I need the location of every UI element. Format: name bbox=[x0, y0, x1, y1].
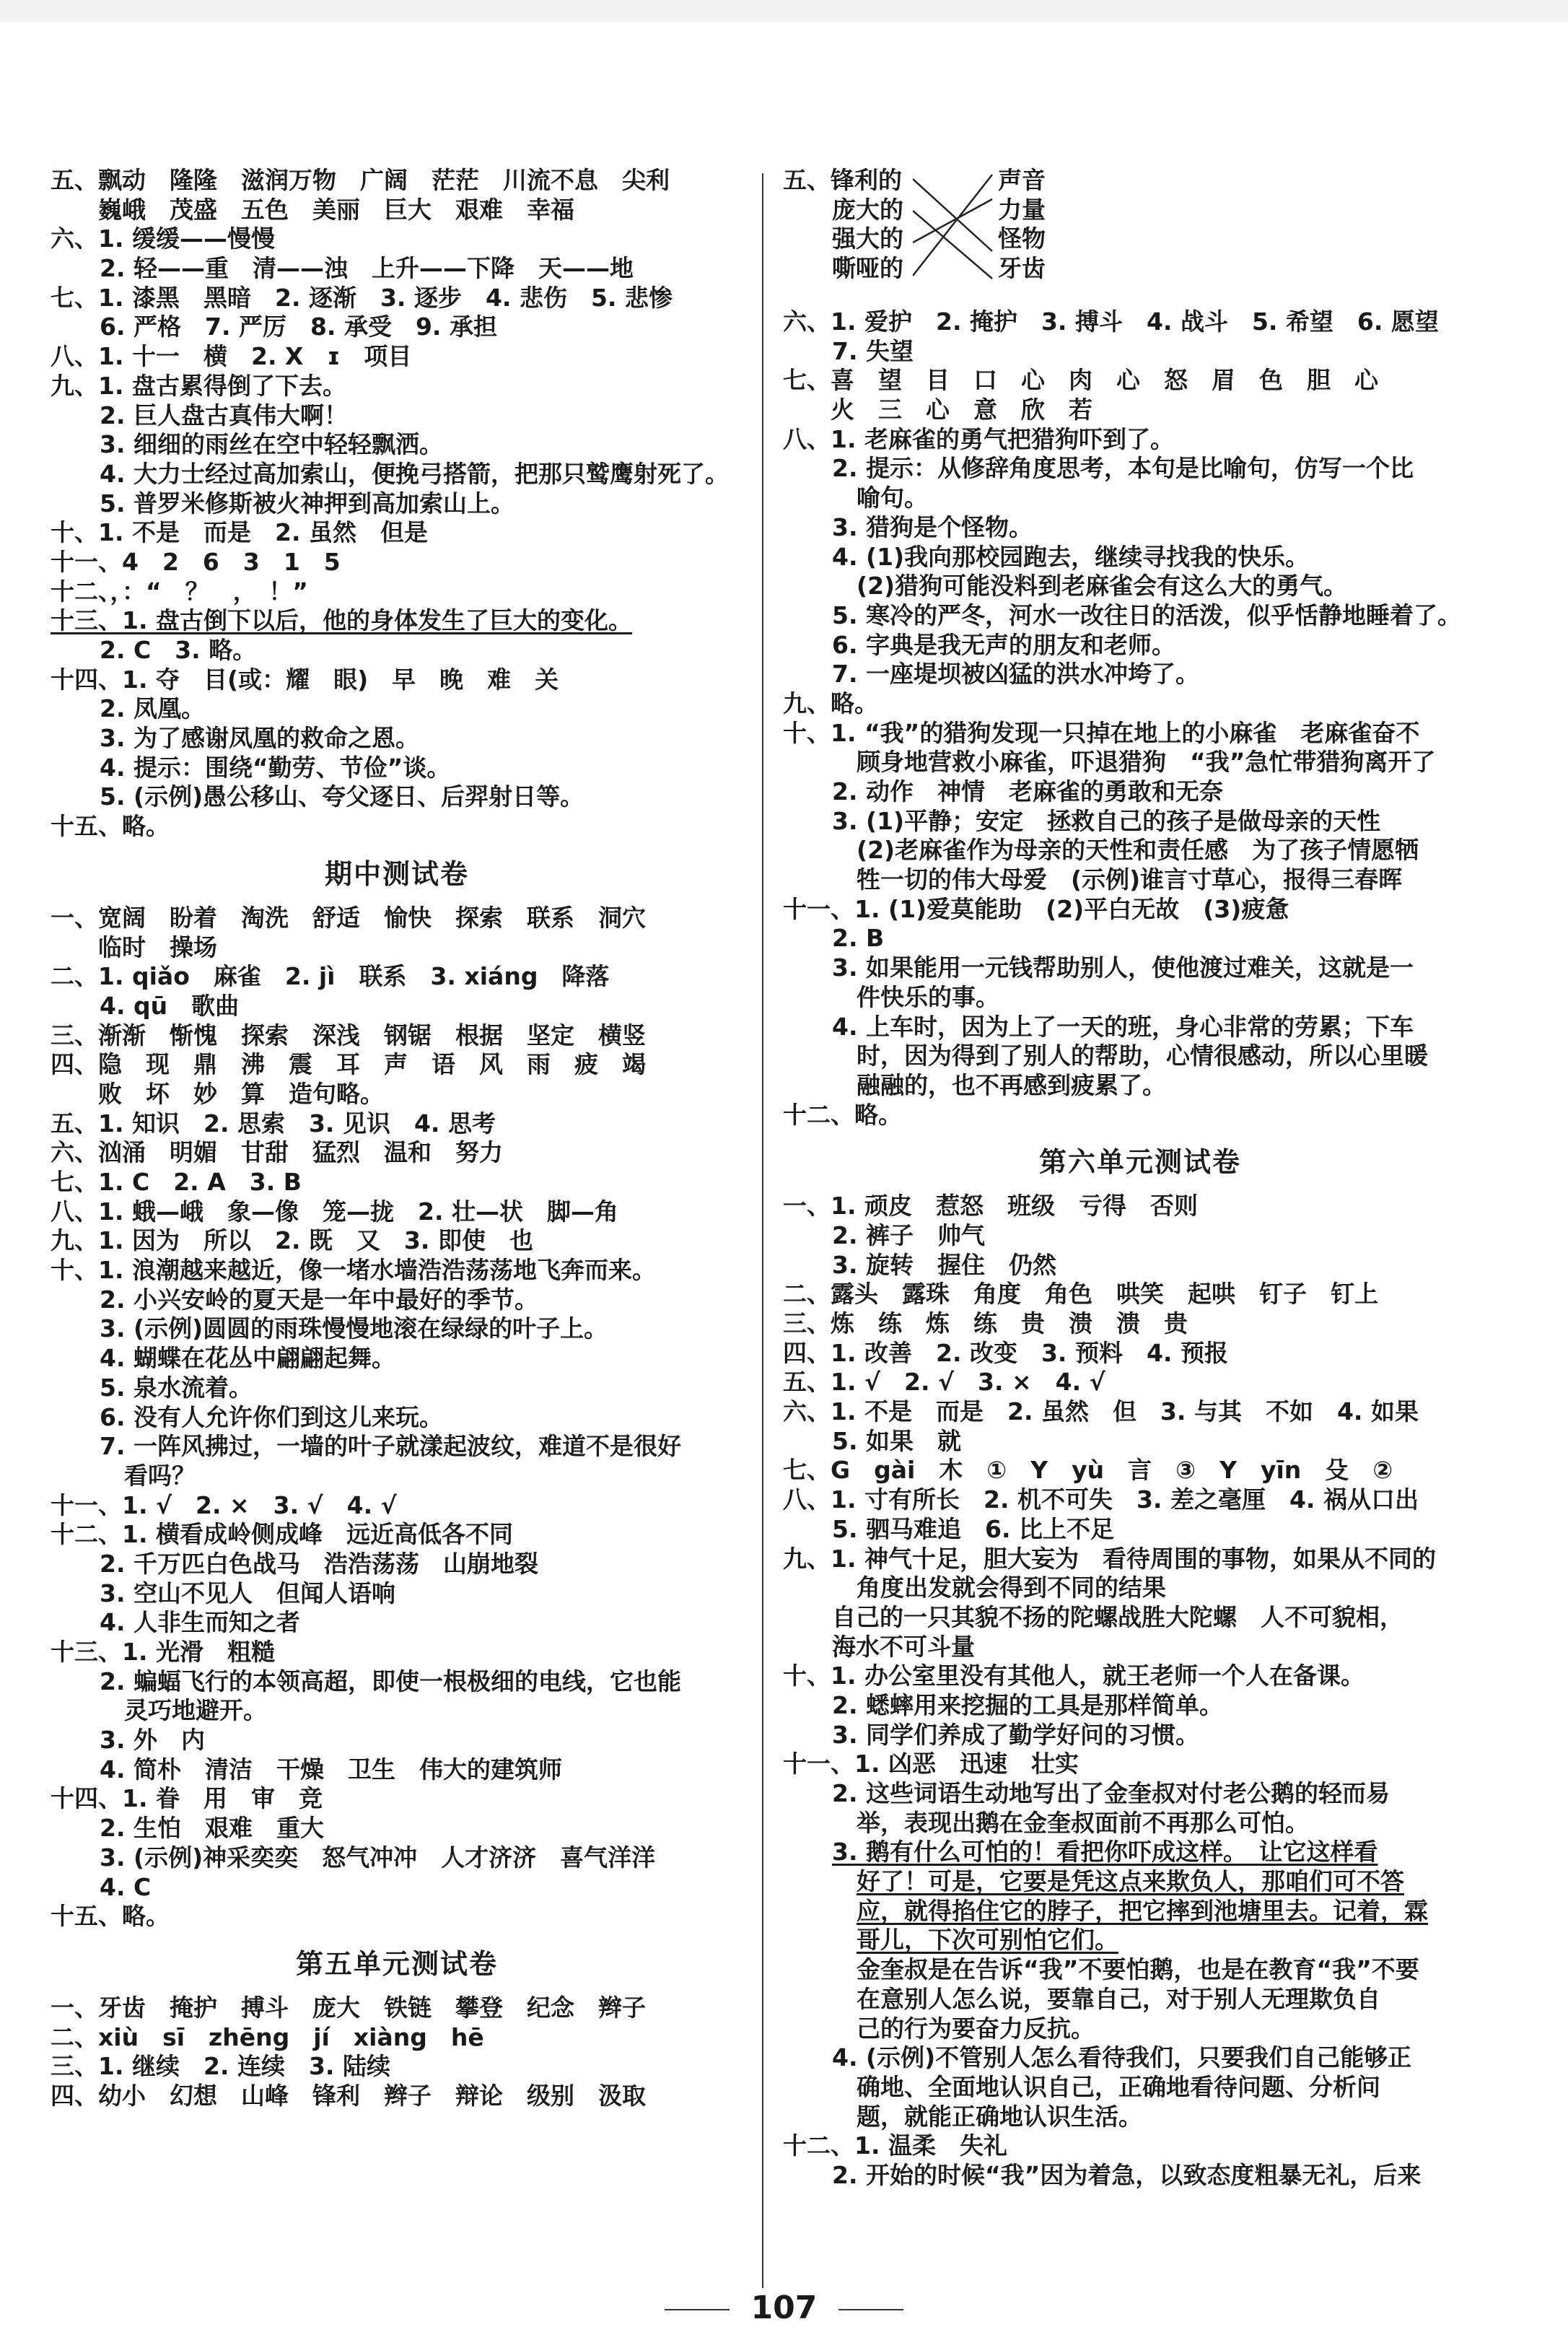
answer-line: 7. 失望 bbox=[832, 336, 914, 365]
answer-line: 十四、1. 眷 用 审 竞 bbox=[51, 1784, 323, 1813]
answer-line: 五、飘动 隆隆 滋润万物 广阔 茫茫 川流不息 尖利 bbox=[51, 166, 670, 194]
answer-line: 7. 一阵风拂过，一墙的叶子就漾起波纹，难道不是很好 bbox=[100, 1432, 681, 1461]
answer-line-underlined: 十三、1. 盘古倒下以后，他的身体发生了巨大的变化。 bbox=[51, 606, 632, 635]
answer-line: 2. 小兴安岭的夏天是一年中最好的季节。 bbox=[100, 1285, 538, 1314]
answer-line: 十、1. “我”的猎狗发现一只掉在地上的小麻雀 老麻雀奋不 bbox=[783, 718, 1420, 747]
answer-line: 七、1. 漆黑 黑暗 2. 逐渐 3. 逐步 4. 悲伤 5. 悲惨 bbox=[51, 283, 673, 312]
answer-line: 火 三 心 意 欣 若 bbox=[783, 396, 1092, 424]
answer-line: (2)老麻雀作为母亲的天性和责任感 为了孩子情愿牺 bbox=[857, 836, 1419, 865]
answer-line: 金奎叔是在告诉“我”不要怕鹅，也是在教育“我”不要 bbox=[857, 1955, 1419, 1984]
answer-line: 十四、1. 夺 目(或：耀 眼) 早 晚 难 关 bbox=[51, 665, 559, 694]
top-strip bbox=[0, 0, 1568, 22]
answer-line: 4. (示例)不管别人怎么看待我们，只要我们自己能够正 bbox=[832, 2043, 1412, 2072]
answer-line: 6. 没有人允许你们到这儿来玩。 bbox=[100, 1402, 443, 1431]
answer-line: 确地、全面地认识自己，正确地看待问题、分析问 bbox=[857, 2072, 1380, 2101]
answer-line: 4. 蝴蝶在花丛中翩翩起舞。 bbox=[100, 1344, 395, 1373]
answer-line: 5. 如果 就 bbox=[832, 1426, 961, 1455]
answer-line: 4. 简朴 清洁 干燥 卫生 伟大的建筑师 bbox=[100, 1755, 562, 1784]
answer-line: 十五、略。 bbox=[51, 812, 170, 841]
answer-line: 2. 提示：从修辞角度思考，本句是比喻句，仿写一个比 bbox=[832, 454, 1414, 483]
answer-line: 5. 泉水流着。 bbox=[100, 1373, 253, 1402]
answer-line: 5. 寒冷的严冬，河水一改往日的活泼，似乎恬静地睡着了。 bbox=[832, 601, 1461, 629]
answer-line: 在意别人怎么说，要靠自己，对于别人无理欺负自 bbox=[857, 1984, 1380, 2013]
answer-line: 4. 大力士经过高加索山，便挽弓搭箭，把那只鹫鹰射死了。 bbox=[100, 459, 729, 488]
answer-line: 七、喜 望 目 口 心 肉 心 怒 眉 色 胆 心 bbox=[783, 366, 1378, 395]
answer-line: 巍峨 茂盛 五色 美丽 巨大 艰难 幸福 bbox=[51, 195, 574, 224]
answer-line: 二、xiù sī zhēng jí xiàng hē bbox=[51, 2022, 484, 2051]
answer-line: 2. 千万匹白色战马 浩浩荡荡 山崩地裂 bbox=[100, 1549, 538, 1578]
left-block-3 bbox=[51, 1994, 743, 2111]
answer-line: 2. 巨人盘古真伟大啊！ bbox=[100, 401, 348, 429]
answer-line: 一、宽阔 盼着 淘洗 舒适 愉快 探索 联系 洞穴 bbox=[51, 903, 646, 932]
answer-line: 3. 为了感谢凤凰的救命之恩。 bbox=[100, 724, 419, 753]
answer-line: 一、牙齿 掩护 搏斗 庞大 铁链 攀登 纪念 辫子 bbox=[51, 1993, 646, 2022]
right-block-2 bbox=[783, 1192, 1497, 2190]
left-block-1 bbox=[51, 166, 743, 842]
answer-line: 十、1. 浪潮越来越近，像一堵水墙浩浩荡荡地飞奔而来。 bbox=[51, 1256, 656, 1285]
answer-line: 二、露头 露珠 角度 角色 哄笑 起哄 钉子 钉上 bbox=[783, 1280, 1378, 1309]
match-left-word: 嘶哑的 bbox=[832, 254, 903, 283]
answer-line: 2. 蝙蝠飞行的本领高超，即使一根极细的电线，它也能 bbox=[100, 1667, 681, 1695]
section-title-midterm: 期中测试卷 bbox=[324, 857, 469, 890]
answer-line: 临时 操场 bbox=[51, 933, 217, 961]
answer-line: 5. 普罗米修斯被火神押到高加索山上。 bbox=[100, 489, 514, 518]
answer-line: 3. 外 内 bbox=[100, 1726, 205, 1755]
answer-line: 九、略。 bbox=[783, 689, 878, 717]
answer-line: 三、炼 练 炼 练 贵 溃 溃 贵 bbox=[783, 1309, 1188, 1337]
answer-line: 六、1. 缓缓——慢慢 bbox=[51, 224, 275, 253]
answer-line: 十三、1. 光滑 粗糙 bbox=[51, 1638, 275, 1666]
answer-line: 2. B bbox=[832, 924, 885, 953]
answer-line: 一、1. 顽皮 惹怒 班级 亏得 否则 bbox=[783, 1192, 1198, 1221]
match-lines bbox=[913, 170, 999, 293]
match-right-word: 声音 bbox=[998, 166, 1046, 194]
answer-line: 十二、1. 横看成岭侧成峰 远近高低各不同 bbox=[51, 1520, 513, 1549]
answer-line: 融融的，也不再感到疲累了。 bbox=[857, 1070, 1166, 1099]
answer-line: 3. (示例)圆圆的雨珠慢慢地滚在绿绿的叶子上。 bbox=[100, 1314, 608, 1343]
answer-line: 七、G gài 木 ① Y yù 言 ③ Y yīn 殳 ② bbox=[783, 1456, 1393, 1485]
answer-line: 举，表现出鹅在金奎叔面前不再那么可怕。 bbox=[857, 1808, 1309, 1837]
match-left-word: 庞大的 bbox=[832, 195, 903, 224]
answer-line: 3. 如果能用一元钱帮助别人，使他渡过难关，这就是一 bbox=[832, 953, 1414, 982]
answer-line-underlined: 应，就得掐住它的脖子，把它摔到池塘里去。记着，霖 bbox=[857, 1896, 1428, 1925]
answer-line: 2. C 3. 略。 bbox=[100, 636, 257, 664]
match-right-word: 牙齿 bbox=[998, 254, 1046, 283]
answer-line: 2. 轻——重 清——浊 上升——下降 天——地 bbox=[100, 254, 634, 283]
answer-line: 海水不可斗量 bbox=[832, 1632, 975, 1661]
answer-line: 牲一切的伟大母爱 (示例)谁言寸草心，报得三春晖 bbox=[857, 865, 1403, 894]
answer-line: 六、1. 不是 而是 2. 虽然 但 3. 与其 不如 4. 如果 bbox=[783, 1397, 1419, 1426]
answer-line: 灵巧地避开。 bbox=[124, 1696, 267, 1725]
answer-line: 八、1. 老麻雀的勇气把猎狗吓到了。 bbox=[783, 424, 1174, 453]
answer-line: 己的行为要奋力反抗。 bbox=[857, 2014, 1095, 2043]
answer-line: 四、隐 现 鼎 沸 震 耳 声 语 风 雨 疲 竭 bbox=[51, 1050, 646, 1079]
answer-line: 4. (1)我向那校园跑去，继续寻找我的快乐。 bbox=[832, 542, 1310, 571]
answer-line: 时，因为得到了别人的帮助，心情很感动，所以心里暖 bbox=[857, 1042, 1428, 1070]
match-left-item bbox=[783, 166, 903, 196]
left-block-2 bbox=[51, 904, 743, 1931]
match-right-list bbox=[998, 166, 1046, 284]
right-block-1 bbox=[783, 307, 1497, 1130]
answer-line: 件快乐的事。 bbox=[857, 982, 999, 1011]
answer-line: 2. 这些词语生动地写出了金奎叔对付老公鹅的轻而易 bbox=[832, 1779, 1390, 1807]
match-left-list bbox=[783, 166, 903, 284]
match-left-word: 强大的 bbox=[832, 224, 903, 253]
answer-line-underlined: 好了！可是，它要是凭这点来欺负人，那咱们可不答 bbox=[857, 1867, 1404, 1896]
answer-line: 3. 旋转 握住 仍然 bbox=[832, 1250, 1056, 1279]
answer-line: 九、1. 神气十足，胆大妄为 看待周围的事物，如果从不同的 bbox=[783, 1544, 1436, 1573]
answer-line: 3. (1)平静；安定 拯救自己的孩子是做母亲的天性 bbox=[832, 806, 1381, 835]
answer-line: 2. 蟋蟀用来挖掘的工具是那样简单。 bbox=[832, 1690, 1223, 1719]
section-title-unit6: 第六单元测试卷 bbox=[1038, 1146, 1241, 1179]
answer-line: 4. 提示：围绕“勤劳、节俭”谈。 bbox=[100, 753, 451, 782]
answer-line: 2. 凤凰。 bbox=[100, 694, 205, 723]
column-divider bbox=[762, 173, 763, 2288]
answer-line: 十二、1. 温柔 失礼 bbox=[783, 2131, 1007, 2160]
answer-line: 6. 严格 7. 严厉 8. 承受 9. 承担 bbox=[100, 313, 497, 341]
answer-line: 5. (示例)愚公移山、夸父逐日、后羿射日等。 bbox=[100, 782, 584, 811]
answer-line: 三、1. 继续 2. 连续 3. 陆续 bbox=[51, 2052, 390, 2081]
answer-line: 角度出发就会得到不同的结果 bbox=[857, 1573, 1166, 1602]
answer-line: 九、1. 盘古累得倒了下去。 bbox=[51, 371, 346, 400]
answer-line: 十一、1. 凶恶 迅速 壮实 bbox=[783, 1750, 1079, 1778]
answer-line: 八、1. 十一 横 2. X ɪ 项目 bbox=[51, 342, 412, 371]
answer-line: 十一、1. √ 2. × 3. √ 4. √ bbox=[51, 1490, 397, 1519]
page-number-dash-left bbox=[665, 2309, 730, 2310]
right-column bbox=[783, 166, 1497, 2191]
answer-line: 九、1. 因为 所以 2. 既 又 3. 即使 也 bbox=[51, 1226, 533, 1255]
answer-line: 题，就能正确地认识生活。 bbox=[857, 2102, 1142, 2131]
match-right-word: 力量 bbox=[998, 195, 1046, 224]
answer-line: 十一、4 2 6 3 1 5 bbox=[51, 547, 341, 576]
answer-line: 2. 裤子 帅气 bbox=[832, 1221, 985, 1249]
answer-line: 十、1. 不是 而是 2. 虽然 但是 bbox=[51, 518, 428, 547]
answer-line: 看吗？ bbox=[124, 1461, 196, 1490]
answer-line-underlined: 3. 鹅有什么可怕的！看把你吓成这样。 让它这样看 bbox=[832, 1838, 1378, 1867]
section-title-unit5: 第五单元测试卷 bbox=[295, 1947, 498, 1980]
answer-line: 六、1. 爱护 2. 掩护 3. 搏斗 4. 战斗 5. 希望 6. 愿望 bbox=[783, 307, 1439, 336]
answer-line: 十、1. 办公室里没有其他人，就王老师一个人在备课。 bbox=[783, 1662, 1365, 1690]
answer-line: 八、1. 蛾—峨 象—像 笼—拢 2. 壮—状 脚—角 bbox=[51, 1197, 618, 1226]
page-number bbox=[0, 2289, 1568, 2326]
answer-line: 十二、，：“ ？ ， ！” bbox=[51, 577, 308, 606]
answer-line: 4. 上车时，因为上了一天的班，身心非常的劳累；下车 bbox=[832, 1012, 1414, 1041]
answer-line: 十二、略。 bbox=[783, 1100, 902, 1129]
answer-line: 7. 一座堤坝被凶猛的洪水冲垮了。 bbox=[832, 660, 1199, 689]
match-right-word: 怪物 bbox=[998, 224, 1046, 253]
page-number-text: 107 bbox=[750, 2289, 818, 2326]
answer-line: 十一、1. (1)爱莫能助 (2)平白无故 (3)疲惫 bbox=[783, 894, 1289, 923]
answer-line: 3. 空山不见人 但闻人语响 bbox=[100, 1579, 395, 1607]
answer-line: 四、幼小 幻想 山峰 锋利 辫子 辩论 级别 汲取 bbox=[51, 2081, 646, 2110]
answer-line: (2)猎狗可能没料到老麻雀会有这么大的勇气。 bbox=[857, 572, 1348, 601]
answer-line: 3. 同学们养成了勤学好问的习惯。 bbox=[832, 1720, 1199, 1749]
answer-line: 3. (示例)神采奕奕 怒气冲冲 人才济济 喜气洋洋 bbox=[100, 1843, 656, 1872]
answer-line: 自己的一只其貌不扬的陀螺战胜大陀螺 人不可貌相， bbox=[832, 1602, 1403, 1631]
answer-line: 四、1. 改善 2. 改变 3. 预料 4. 预报 bbox=[783, 1338, 1228, 1367]
answer-line: 2. 生怕 艰难 重大 bbox=[100, 1814, 324, 1843]
answer-line: 3. 细细的雨丝在空中轻轻飘洒。 bbox=[100, 430, 443, 459]
answer-line: 六、汹涌 明媚 甘甜 猛烈 温和 努力 bbox=[51, 1138, 503, 1167]
match-label: 五、 bbox=[783, 166, 831, 194]
answer-line: 2. 开始的时候“我”因为着急，以致态度粗暴无礼，后来 bbox=[832, 2160, 1422, 2189]
answer-line: 5. 驷马难追 6. 比上不足 bbox=[832, 1514, 1114, 1543]
answer-line: 2. 动作 神情 老麻雀的勇敢和无奈 bbox=[832, 777, 1223, 806]
answer-line: 三、渐渐 惭愧 探索 深浅 钢锯 根据 坚定 横竖 bbox=[51, 1021, 646, 1049]
answer-line: 七、1. C 2. A 3. B bbox=[51, 1168, 302, 1196]
answer-line: 6. 字典是我无声的朋友和老师。 bbox=[832, 630, 1175, 659]
answer-line: 二、1. qiǎo 麻雀 2. jì 联系 3. xiáng 降落 bbox=[51, 962, 610, 991]
answer-line: 十五、略。 bbox=[51, 1902, 170, 1931]
answer-line: 4. 人非生而知之者 bbox=[100, 1608, 300, 1637]
answer-line: 4. qū 歌曲 bbox=[100, 991, 240, 1020]
answer-line: 3. 猎狗是个怪物。 bbox=[832, 512, 1033, 541]
answer-line: 喻句。 bbox=[857, 484, 928, 512]
answer-line: 五、1. √ 2. √ 3. × 4. √ bbox=[783, 1368, 1105, 1397]
answer-line: 顾身地营救小麻雀，吓退猎狗 “我”急忙带猎狗离开了 bbox=[857, 748, 1436, 777]
answer-line: 败 坏 妙 算 造句略。 bbox=[51, 1079, 384, 1108]
answer-line: 八、1. 寸有所长 2. 机不可失 3. 差之毫厘 4. 祸从口出 bbox=[783, 1485, 1419, 1514]
left-column bbox=[51, 166, 743, 2111]
answer-line-underlined: 哥儿，下次可别怕它们。 bbox=[857, 1926, 1118, 1955]
match-left-word: 锋利的 bbox=[831, 166, 902, 194]
page-number-dash-right bbox=[838, 2309, 903, 2310]
matching-exercise bbox=[783, 166, 1497, 307]
answer-line: 4. C bbox=[100, 1872, 152, 1901]
answer-line: 五、1. 知识 2. 思索 3. 见识 4. 思考 bbox=[51, 1109, 496, 1138]
